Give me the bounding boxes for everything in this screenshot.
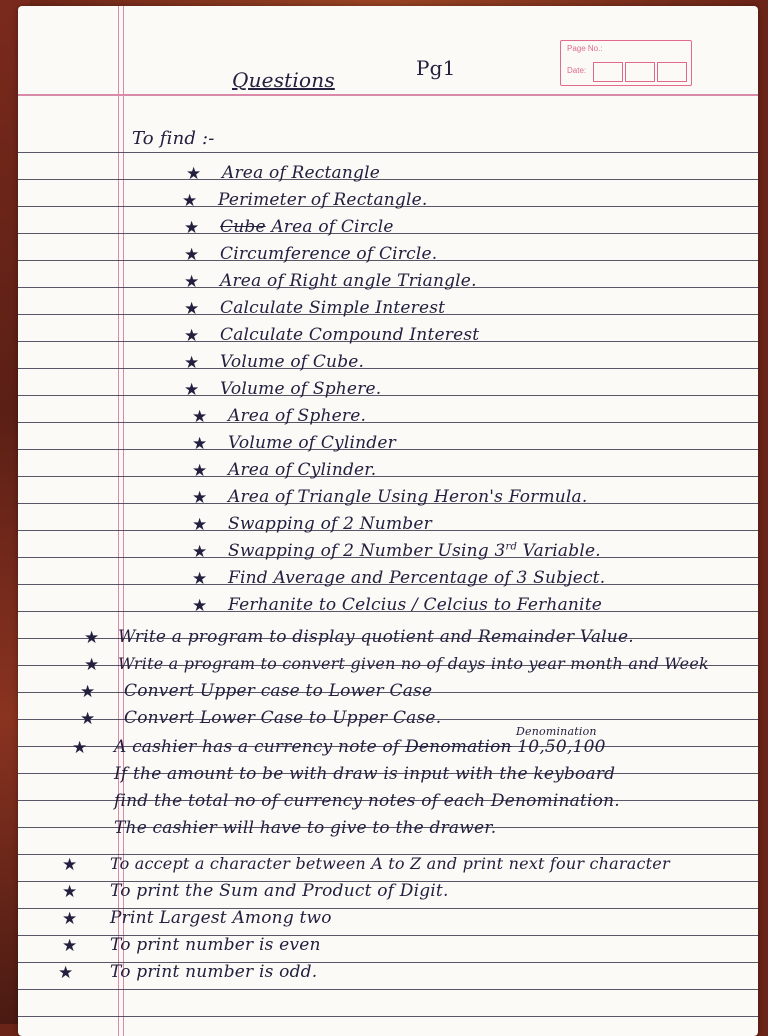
star-icon: ★	[184, 245, 200, 265]
cashier-text: A cashier has a currency note of	[114, 737, 400, 757]
star-icon: ★	[62, 855, 78, 875]
star-icon: ★	[62, 909, 78, 929]
list-item: Calculate Simple Interest	[220, 298, 446, 318]
cashier-line: find the total no of currency notes of each Denomination.	[114, 791, 620, 811]
star-icon: ★	[184, 272, 200, 292]
correction-note: Denomination	[516, 725, 597, 738]
struck-word: Cube	[220, 217, 266, 237]
star-icon: ★	[186, 164, 202, 184]
star-icon: ★	[184, 218, 200, 238]
list-item-suffix: Variable.	[517, 541, 601, 561]
ruled-line	[18, 422, 758, 423]
list-item: To print the Sum and Product of Digit.	[110, 881, 449, 901]
date-cell	[593, 62, 623, 82]
list-item: Perimeter of Rectangle.	[218, 190, 428, 210]
cashier-values: 10,50,100	[517, 737, 606, 757]
ruled-line	[18, 395, 758, 396]
star-icon: ★	[62, 882, 78, 902]
date-label: Date:	[567, 66, 587, 75]
date-cell	[657, 62, 687, 82]
list-item: Convert Lower Case to Upper Case.	[124, 708, 442, 728]
ruled-line	[18, 1016, 758, 1017]
superscript: rd	[505, 541, 518, 553]
page-title: Questions	[232, 68, 335, 92]
ruled-line	[18, 476, 758, 477]
list-item: Write a program to convert given no of days into year month and Week	[118, 654, 709, 673]
star-icon: ★	[184, 299, 200, 319]
ruled-line	[18, 368, 758, 369]
star-icon: ★	[84, 655, 100, 675]
star-icon: ★	[182, 191, 198, 211]
star-icon: ★	[84, 628, 100, 648]
star-icon: ★	[192, 515, 208, 535]
cashier-line: If the amount to be with draw is input with the keyboard	[114, 764, 616, 784]
list-item	[228, 541, 601, 561]
list-item: Find Average and Percentage of 3 Subject.	[228, 568, 606, 588]
star-icon: ★	[184, 380, 200, 400]
list-item: Print Largest Among two	[110, 908, 332, 928]
star-icon: ★	[80, 709, 96, 729]
struck-word: Denomation	[405, 737, 512, 757]
page-number-box	[560, 40, 692, 86]
list-item: To print number is even	[110, 935, 321, 955]
star-icon: ★	[192, 569, 208, 589]
list-item: Write a program to display quotient and Remainder Value.	[118, 627, 634, 647]
list-item: Area of Cylinder.	[228, 460, 377, 480]
list-item: Calculate Compound Interest	[220, 325, 480, 345]
list-item: Ferhanite to Celcius / Celcius to Ferhanite	[228, 595, 602, 615]
star-icon: ★	[192, 407, 208, 427]
star-icon: ★	[192, 488, 208, 508]
list-item: To print number is odd.	[110, 962, 318, 982]
list-item: Area of Sphere.	[228, 406, 367, 426]
list-item: Circumference of Circle.	[220, 244, 438, 264]
page-no-label: Page No.:	[567, 44, 603, 53]
list-item: Area of Right angle Triangle.	[220, 271, 477, 291]
notebook-page	[18, 6, 758, 1036]
star-icon: ★	[58, 963, 74, 983]
list-item: Volume of Cylinder	[228, 433, 396, 453]
star-icon: ★	[192, 434, 208, 454]
intro-label: To find :-	[132, 128, 215, 149]
star-icon: ★	[62, 936, 78, 956]
ruled-line	[18, 152, 758, 153]
star-icon: ★	[192, 542, 208, 562]
list-item: Area of Triangle Using Heron's Formula.	[228, 487, 588, 507]
date-cell	[625, 62, 655, 82]
list-item: Area of Rectangle	[222, 163, 381, 183]
star-icon: ★	[192, 461, 208, 481]
star-icon: ★	[72, 738, 88, 758]
star-icon: ★	[184, 326, 200, 346]
cashier-line: The cashier will have to give to the drawer.	[114, 818, 497, 838]
list-item: Volume of Sphere.	[220, 379, 382, 399]
list-item: Volume of Cube.	[220, 352, 365, 372]
cashier-line	[114, 737, 606, 757]
ruled-line	[18, 179, 758, 180]
list-item: Swapping of 2 Number	[228, 514, 432, 534]
star-icon: ★	[80, 682, 96, 702]
list-item	[220, 217, 394, 237]
list-item-text: Area of Circle	[271, 217, 394, 237]
star-icon: ★	[192, 596, 208, 616]
star-icon: ★	[184, 353, 200, 373]
page-mark: Pg1	[416, 56, 456, 80]
list-item: Convert Upper case to Lower Case	[124, 681, 433, 701]
list-item: To accept a character between A to Z and print next four character	[110, 854, 670, 873]
list-item-text: Swapping of 2 Number Using 3	[228, 541, 506, 561]
ruled-line	[18, 989, 758, 990]
header-rule	[18, 94, 758, 96]
